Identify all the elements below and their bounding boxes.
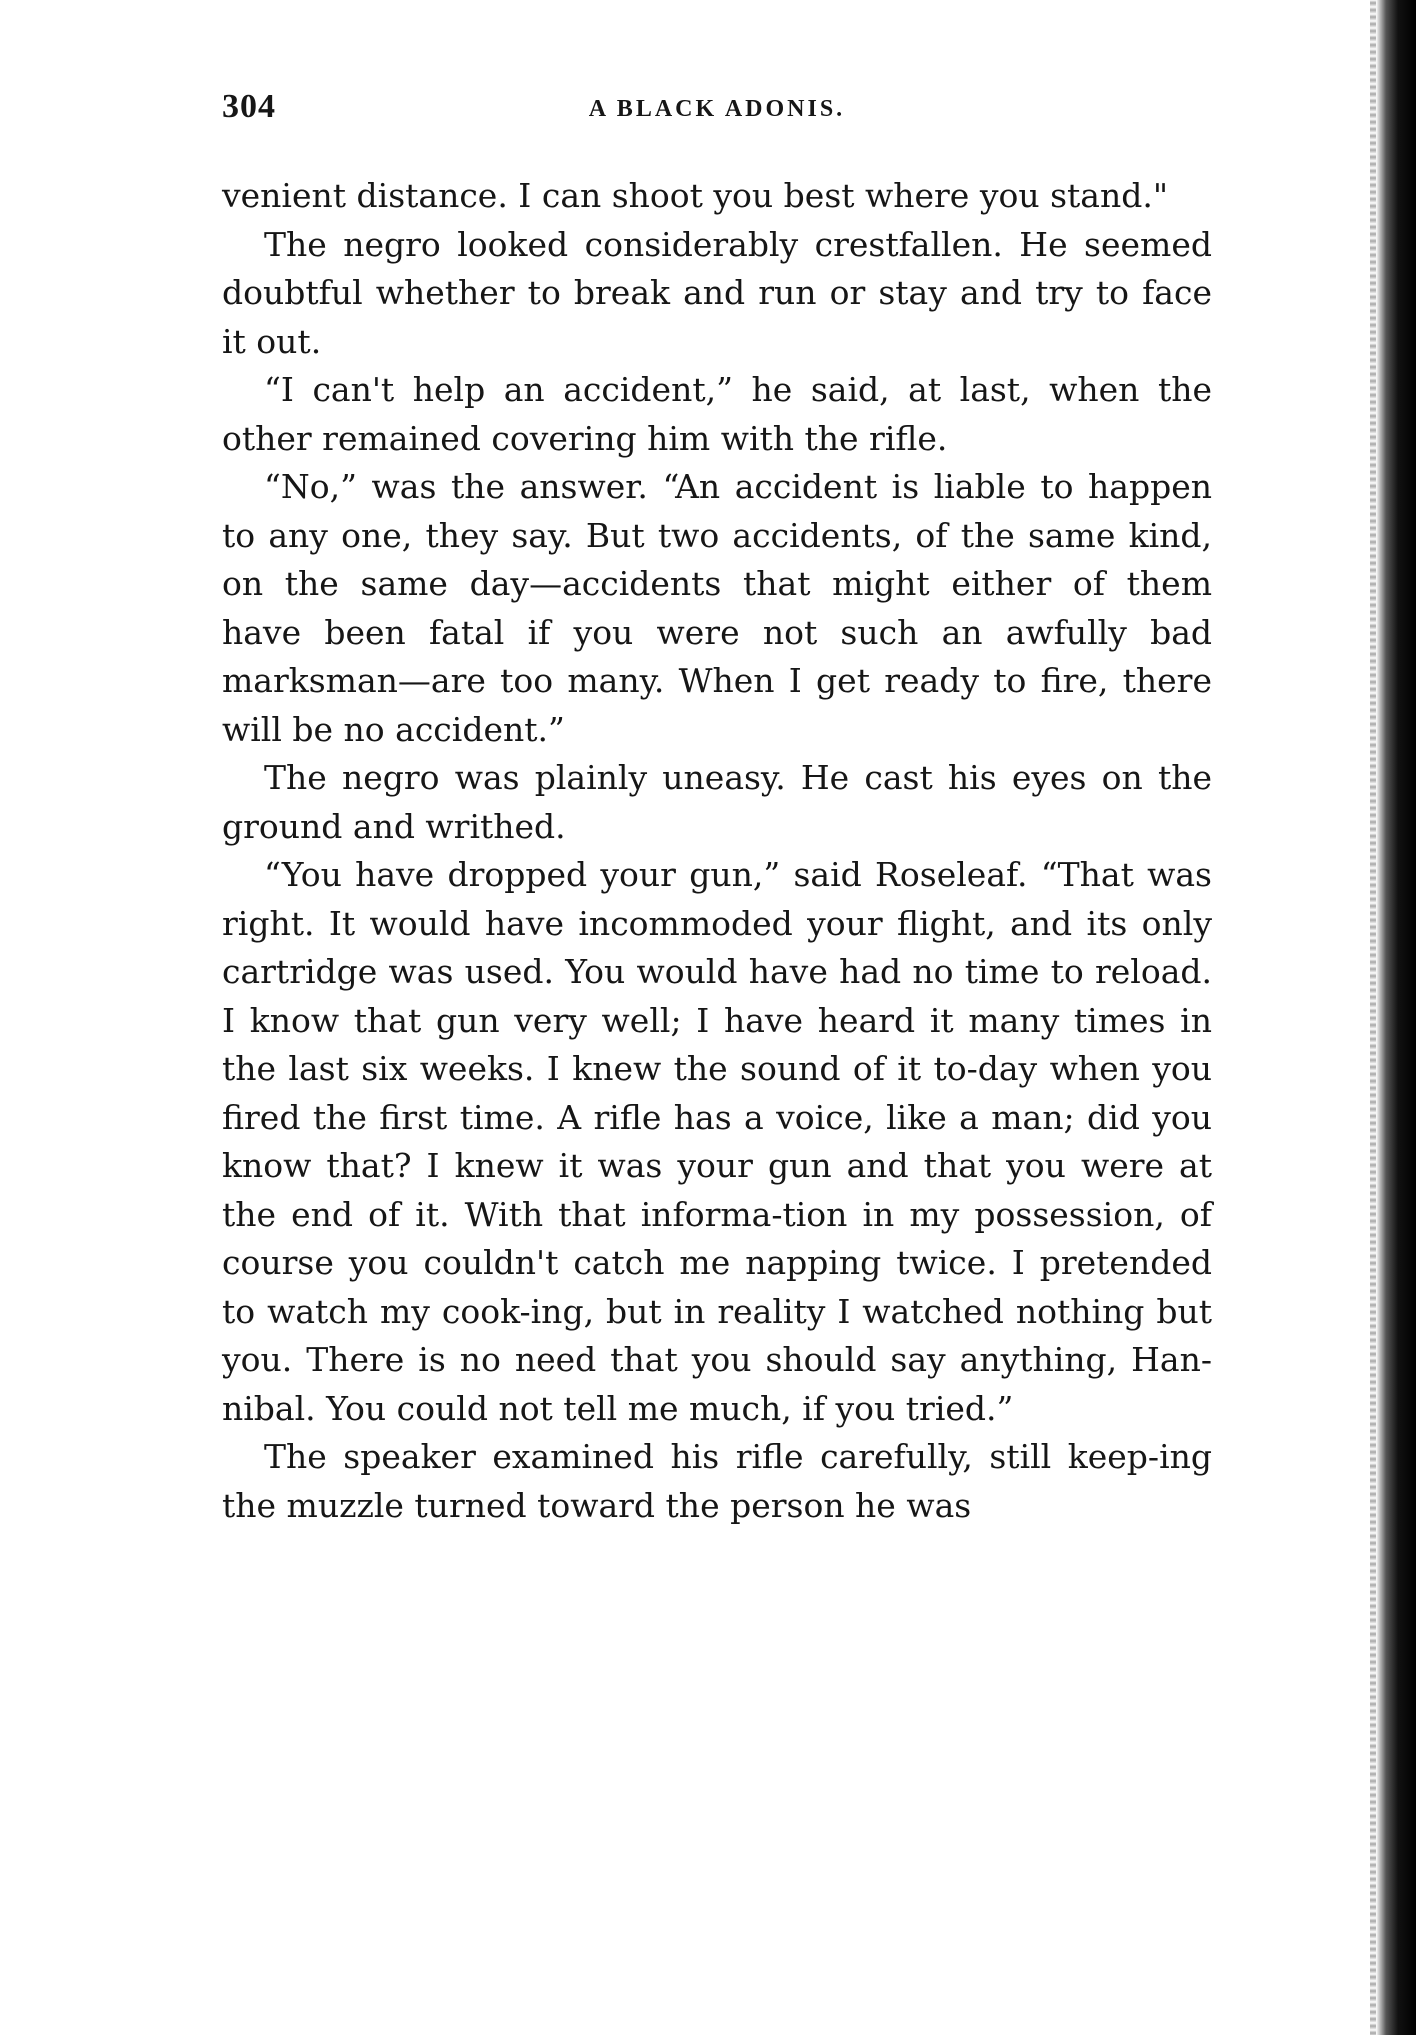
- paragraph: The negro looked considerably crestfallen. He seemed doubtful whether to break and run or stay and try to face it out.: [222, 224, 1212, 361]
- page-number: 304: [222, 88, 276, 125]
- paragraph: venient distance. I can shoot you best where you stand.": [222, 176, 1168, 215]
- spine-edge-shadow: [1376, 0, 1416, 2035]
- running-head: A BLACK ADONIS.: [588, 96, 846, 122]
- paragraph: The speaker examined his rifle carefully, still keep-ing the muzzle turned toward the person he was: [222, 1437, 1212, 1525]
- paragraph: “No,” was the answer. “An accident is liable to happen to any one, they say. But two accidents, of the same kind, on the same day—accidents that might either of them have been fatal if you were not such an awfully bad marksman—are too many. When I get ready to fire, there will be no accident.”: [222, 467, 1212, 749]
- paragraph: The negro was plainly uneasy. He cast his eyes on the ground and writhed.: [222, 758, 1212, 846]
- paragraph: “I can't help an accident,” he said, at last, when the other remained covering him with the rifle.: [222, 370, 1212, 458]
- body-text: [222, 172, 1212, 1530]
- paragraph: “You have dropped your gun,” said Roseleaf. “That was right. It would have incommoded your flight, and its only cartridge was used. You would have had no time to reload. I know that gun very well; I have heard it many times in the last six weeks. I knew the sound of it to-day when you fired the first time. A rifle has a voice, like a man; did you know that? I knew it was your gun and that you were at the end of it. With that informa-tion in my possession, of course you couldn't catch me napping twice. I pretended to watch my cook-ing, but in reality I watched nothing but you. There is no need that you should say anything, Han-nibal. You could not tell me much, if you tried.”: [222, 855, 1212, 1428]
- page-header: [222, 88, 1212, 138]
